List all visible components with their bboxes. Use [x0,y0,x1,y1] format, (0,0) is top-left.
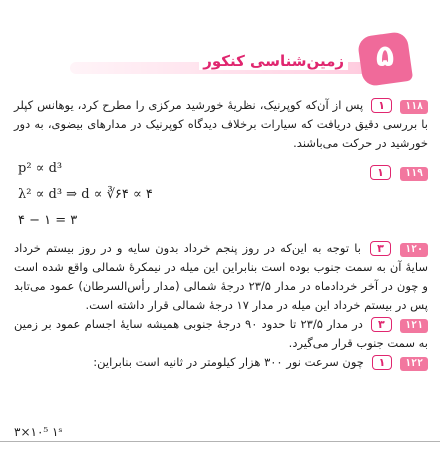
answer-120 [14,239,428,315]
answer-122 [14,353,428,372]
question-number: ۱۱۸ [400,100,428,114]
question-number: ۱۲۱ [400,319,428,333]
answer-option: ۳ [370,241,391,256]
answer-option: ۱ [371,98,392,113]
answer-121 [14,315,428,353]
question-number: ۱۲۲ [400,357,428,371]
question-number: ۱۱۹ [400,167,428,181]
formula-line-2: λ² ∝ d³ ⇒ d ∝ ∛۶۴ ∝ ۴ [18,187,153,202]
answer-option: ۱ [372,355,393,370]
page-divider [0,441,440,442]
chapter-number: ۵ [375,39,395,74]
formula-line-bottom: ۳×۱۰⁵ ۱ˢ [14,425,63,439]
answer-option: ۳ [371,317,392,332]
answer-text: با توجه به این‌که در روز پنجم خرداد بدون سایه و در روز بیستم خرداد سایهٔ آن به سمت جنوب بوده است بنابراین این میله در نیمکرهٔ شمالی واقع شده است و چون در آخر خردادماه در مدار ۲۳/۵ درجهٔ شمالی (مدار رأس‌السرطان) عمود می‌تابد پس در بیستم خرداد این میله در مدار ۱۷ درجهٔ شمالی قرار داشته است. [14,241,428,312]
answer-text: پس از آن‌که کوپرنیک، نظریهٔ خورشید مرکزی را مطرح کرد، یوهانس کپلر با بررسی دقیق دریافت که سیارات برخلاف دیدگاه کوپرنیک در مدارهای بیضوی، به دور خورشید در حرکت می‌باشند. [14,98,428,150]
chapter-title: زمین‌شناسی کنکور [199,52,348,70]
answer-text: در مدار ۲۳/۵ تا حدود ۹۰ درجهٔ جنوبی همیشه سایهٔ اجسام عمود بر زمین به سمت جنوب قرار می‌گیرد. [14,317,428,350]
formula-line-1: p² ∝ d³ [18,161,63,176]
answer-119 [14,157,428,233]
answer-118 [14,96,428,153]
answer-text: چون سرعت نور ۳۰۰ هزار کیلومتر در ثانیه است بنابراین: [93,355,364,369]
answer-option: ۱ [370,165,391,180]
question-number: ۱۲۰ [400,243,428,257]
answers-content [14,96,428,372]
formula-line-3: ۴ − ۱ = ۳ [18,213,78,228]
